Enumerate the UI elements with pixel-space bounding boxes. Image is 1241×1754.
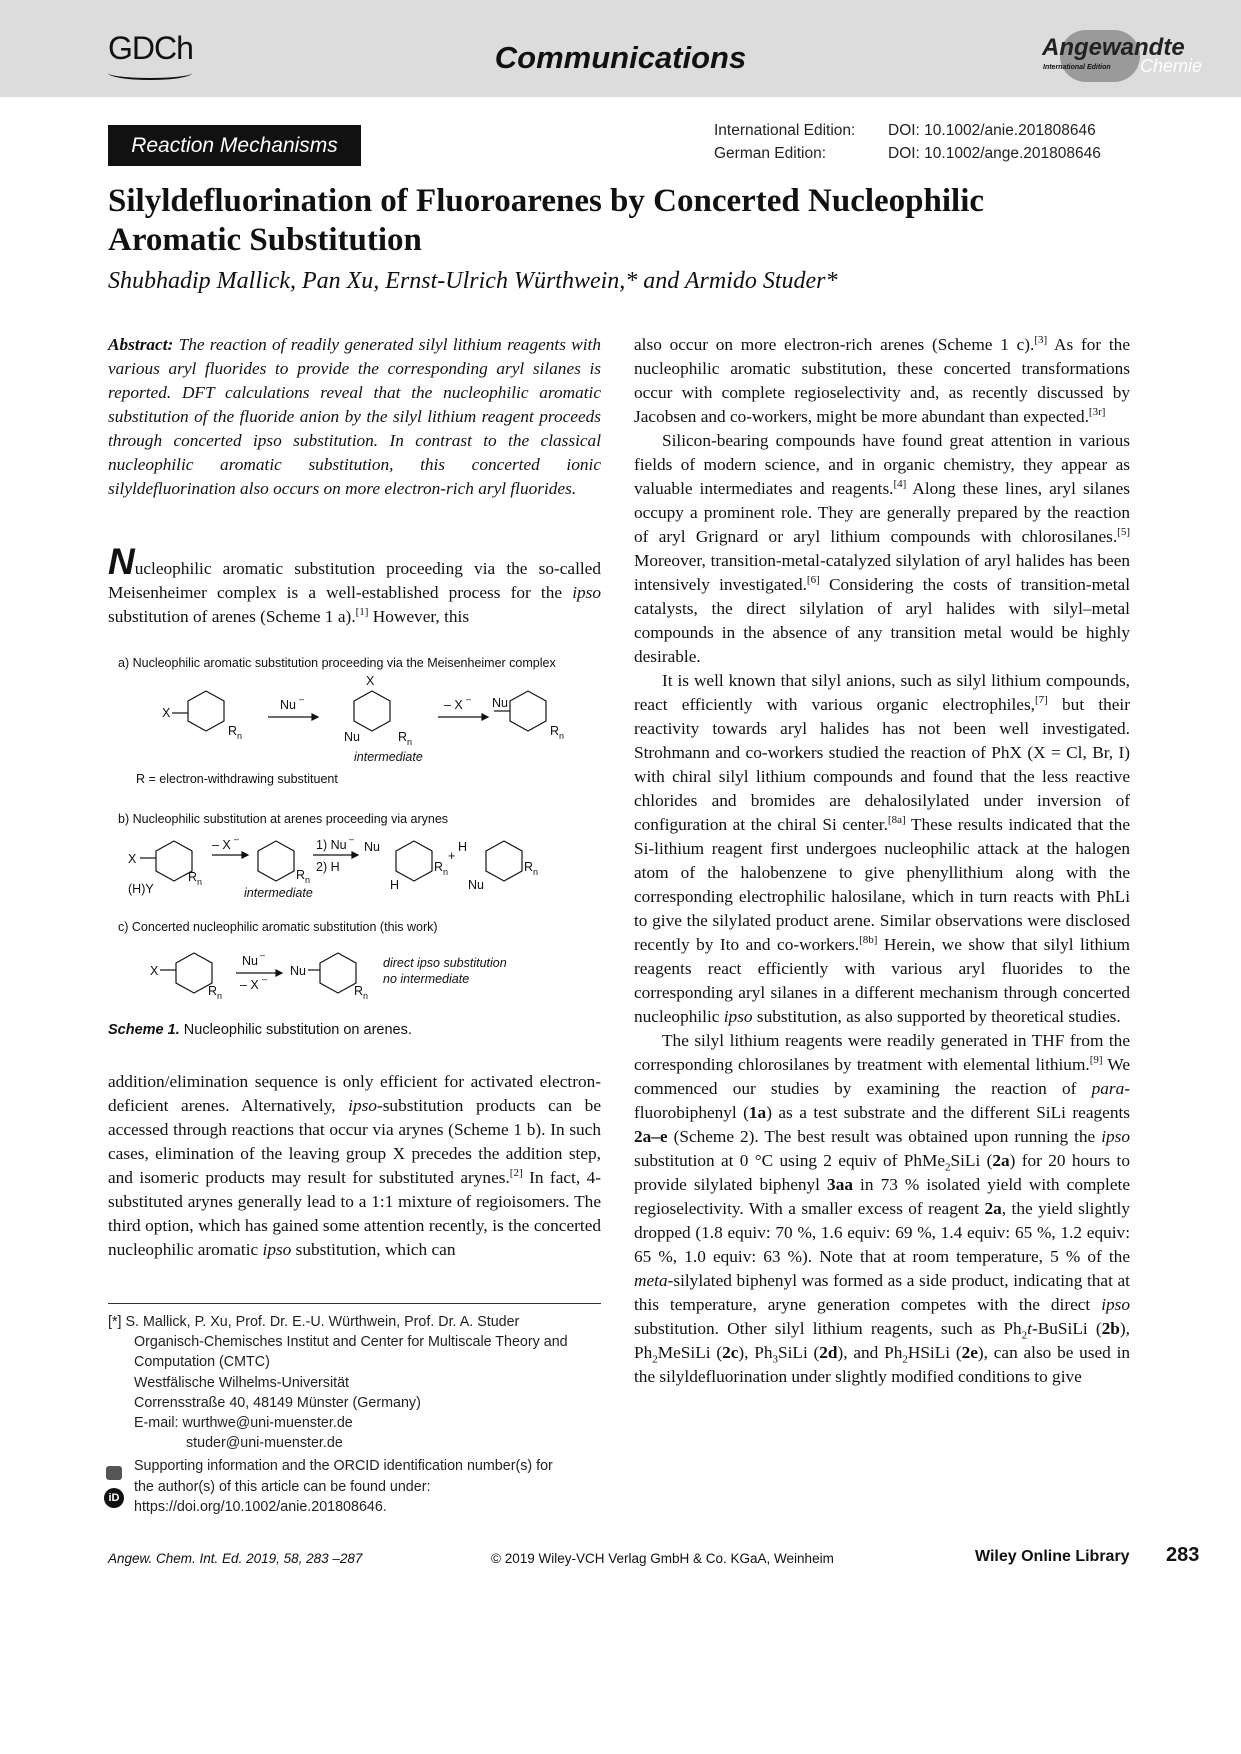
svg-text:Nu: Nu bbox=[364, 840, 380, 854]
scheme-caption: Scheme 1. Nucleophilic substitution on arenes. bbox=[108, 1022, 412, 1038]
svg-text:n: n bbox=[443, 867, 449, 877]
svg-text:R: R bbox=[188, 870, 198, 884]
svg-text:2) H: 2) H bbox=[316, 860, 340, 874]
svg-text:–: – bbox=[234, 834, 240, 844]
scheme-c-title: c) Concerted nucleophilic aromatic substitution (this work) bbox=[118, 920, 438, 934]
svg-text:n: n bbox=[559, 731, 565, 741]
svg-text:n: n bbox=[197, 877, 203, 887]
footer-copyright: © 2019 Wiley-VCH Verlag GmbH & Co. KGaA, Weinheim bbox=[491, 1551, 834, 1566]
svg-text:1) Nu: 1) Nu bbox=[316, 838, 347, 852]
scheme-b-title: b) Nucleophilic substitution at arenes proceeding via arynes bbox=[118, 812, 449, 826]
orcid-icon: iD bbox=[104, 1488, 124, 1508]
svg-text:H: H bbox=[458, 840, 468, 854]
svg-text:– X: – X bbox=[240, 978, 259, 992]
body-left-top: Nucleophilic aromatic substitution proceeding via the so-called Meisenheimer complex is a well-established process for the ipso substitution of arenes (Scheme 1 a).[1] However, this bbox=[108, 541, 601, 626]
svg-text:+: + bbox=[448, 849, 456, 863]
svg-text:Nu: Nu bbox=[242, 954, 258, 968]
author-list: Shubhadip Mallick, Pan Xu, Ernst-Ulrich Würthwein,* and Armido Studer* bbox=[108, 268, 838, 294]
doi-international: International Edition: DOI: 10.1002/anie.201808646 bbox=[714, 122, 1096, 139]
body-left-bottom: addition/elimination sequence is only efficient for activated electron-deficient arenes. Alternatively, ipso-substitution products can be accessed through reactions that occur via arynes (Scheme 1 b). In such cases, elimination of the leaving group X precedes the addition step, and isomeric products may result for substituted arynes.[2] In fact, 4-substituted arynes generally lead to a 1:1 mixture of regioisomers. The third option, which has gained some attention recently, is the concerted nucleophilic aromatic ipso substitution, which can bbox=[108, 1072, 602, 1259]
svg-text:R: R bbox=[354, 984, 364, 998]
footer-citation: Angew. Chem. Int. Ed. 2019, 58, 283 –287 bbox=[108, 1551, 363, 1566]
svg-text:R: R bbox=[398, 730, 408, 744]
svg-text:(H)Y: (H)Y bbox=[128, 882, 154, 896]
gdch-logo: GDCh bbox=[108, 30, 193, 66]
svg-text:R: R bbox=[550, 724, 560, 738]
svg-text:– X: – X bbox=[444, 698, 463, 712]
angewandte-edition-text: International Edition bbox=[1043, 64, 1111, 71]
svg-text:X: X bbox=[162, 706, 171, 720]
svg-text:R: R bbox=[208, 984, 218, 998]
footnote-divider bbox=[108, 1303, 601, 1304]
svg-text:R: R bbox=[524, 860, 534, 874]
svg-text:– X: – X bbox=[212, 838, 231, 852]
scheme-1-figure bbox=[108, 645, 608, 1015]
svg-text:–: – bbox=[299, 694, 305, 704]
svg-text:n: n bbox=[237, 731, 243, 741]
scheme-a-note: R = electron-withdrawing substituent bbox=[136, 772, 338, 786]
scheme-b-intermediate: intermediate bbox=[244, 886, 313, 900]
svg-text:Nu: Nu bbox=[280, 698, 296, 712]
supporting-info-icon bbox=[106, 1466, 122, 1480]
doi-german: German Edition: DOI: 10.1002/ange.201808646 bbox=[714, 145, 1101, 162]
svg-text:n: n bbox=[363, 991, 369, 1001]
svg-text:R: R bbox=[228, 724, 238, 738]
svg-text:X: X bbox=[150, 964, 159, 978]
svg-text:X: X bbox=[366, 674, 375, 688]
svg-text:H: H bbox=[390, 878, 400, 892]
svg-text:X: X bbox=[128, 852, 137, 866]
scheme-a-intermediate: intermediate bbox=[354, 750, 423, 764]
svg-text:Nu: Nu bbox=[290, 964, 306, 978]
svg-text:–: – bbox=[262, 974, 268, 984]
scheme-c-note-1: direct ipso substitution bbox=[383, 956, 507, 970]
svg-text:–: – bbox=[349, 834, 355, 844]
svg-text:Nu: Nu bbox=[492, 696, 508, 710]
svg-text:Nu: Nu bbox=[468, 878, 484, 892]
svg-text:n: n bbox=[533, 867, 539, 877]
page-number: 283 bbox=[1166, 1544, 1200, 1566]
body-right: also occur on more electron-rich arenes (Scheme 1 c).[3] As for the nucleophilic aromatic substitution, these concerted transformations occur with complete regioselectivity and, as recently discussed by Jacobsen and co-workers, might be more abundant than expected.[3r] Silicon-bearing compounds have found great attention in various fields of modern science, and in organic chemistry, they appear as valuable intermediates and reagents.[4] Along these lines, aryl silanes occupy a prominent role. They are generally prepared by the reaction of aryl Grignard or aryl lithium compounds with chlorosilanes.[5] Moreover, transition-metal-catalyzed silylation of aryl halides has been intensively investigated.[6] Considering the costs of transition-metal catalysts, the direct silylation of aryl halides with silyl–metal compounds in the absence of any transition metal would be highly desirable. It is well known that silyl anions, such as silyl lithium compounds, react efficiently with various organic electrophiles,[7] but their reactivity towards aryl halides has not been well investigated. Strohmann and co-workers studied the reaction of PhX (X = Cl, Br, I) with chiral silyl lithium compounds and found that the less reactive chlorides and bromides are dehalosilylated under inversion of configuration at the chiral Si center.[8a] These results indicated that the Si-lithium reagent first undergoes nucleophilic attack at the halogen atom of the halobenzene to give phenyllithium along with the corresponding electrophilic halosilane, which in turn reacts with PhLi to give the silylated product arene. Similar observations were disclosed recently by Ito and co-workers.[8b] Herein, we show that silyl lithium reagents react efficiently with various aryl fluorides to the corresponding aryl silanes in a different mechanism through concerted nucleophilic ipso substitution, as also supported by theoretical studies. The silyl lithium reagents were readily generated in THF from the corresponding chlorosilanes by treatment with elemental lithium.[9] We commenced our studies by examining the reaction of para-fluorobiphenyl (1a) as a test substrate and the different SiLi reagents 2a–e (Scheme 2). The best result was obtained upon running the ipso substitution at 0 °C using 2 equiv of PhMe$_2$SiLi (2a) for 20 hours to provide silylated biphenyl 3aa in 73 % isolated yield with complete regioselectivity. With a smaller excess of reagent 2a, the yield slightly dropped (1.8 equiv: 70 %, 1.6 equiv: 69 %, 1.4 equiv: 65 %, 1.2 equiv: 65 %, 1.0 equiv: 63 %). Note that at room temperature, 5 % of the meta-silylated biphenyl was formed as a side product, indicating that at this temperature, aryne generation competes with the direct ipso substitution. Other silyl lithium reagents, such as $Ph_2t$-BuSiLi (2b), $Ph_2MeSiLi$ (2c), $Ph_3SiLi$ (2d), and $Ph_2HSiLi$ (2e), can also be used in the silyldefluorination under slightly modified conditions to give bbox=[634, 334, 1131, 1386]
angewandte-chemie-text: Chemie bbox=[1140, 56, 1203, 76]
svg-text:n: n bbox=[217, 991, 223, 1001]
article-category-tag: Reaction Mechanisms bbox=[108, 125, 361, 166]
scheme-c-note-2: no intermediate bbox=[383, 972, 470, 986]
section-title: Communications bbox=[494, 40, 747, 75]
svg-text:–: – bbox=[260, 950, 266, 960]
abstract: Abstract: The reaction of readily generated silyl lithium reagents with various aryl fluorides to provide the corresponding aryl silanes is reported. DFT calculations reveal that the nucleophilic aromatic substitution of the fluoride anion by the silyl lithium reagent proceeds through concerted ipso substitution. In contrast to the classical nucleophilic aromatic substitution, this concerted ionic silyldefluorination also occurs on more electron-rich aryl fluorides. bbox=[108, 335, 601, 498]
svg-text:n: n bbox=[305, 875, 311, 885]
angewandte-logo-text: Angewandte bbox=[1042, 34, 1185, 61]
article-title: Silyldefluorination of Fluoroarenes by Concerted Nucleophilic Aromatic Substitution bbox=[108, 183, 985, 258]
svg-text:R: R bbox=[434, 860, 444, 874]
footer-wiley-library[interactable]: Wiley Online Library bbox=[975, 1548, 1130, 1565]
svg-text:R: R bbox=[296, 868, 306, 882]
svg-text:Nu: Nu bbox=[344, 730, 360, 744]
svg-text:n: n bbox=[407, 737, 413, 747]
svg-text:–: – bbox=[466, 694, 472, 704]
footnotes: [*] S. Mallick, P. Xu, Prof. Dr. E.-U. Würthwein, Prof. Dr. A. Studer Organisch-Chemisches Institut and Center for Multiscale Theory and Computation (CMTC) Westfälische Wilhelms-Universität Corrensstraße 40, 48149 Münster (Germany) E-mail: wurthwe@uni-muenster.de studer@uni-muenster.de Supporting information and the ORCID identification number(s) for the author(s) of this article can be found under: https://doi.org/10.1002/anie.201808646. bbox=[108, 1314, 568, 1515]
scheme-a-title: a) Nucleophilic aromatic substitution proceeding via the Meisenheimer complex bbox=[118, 656, 556, 670]
